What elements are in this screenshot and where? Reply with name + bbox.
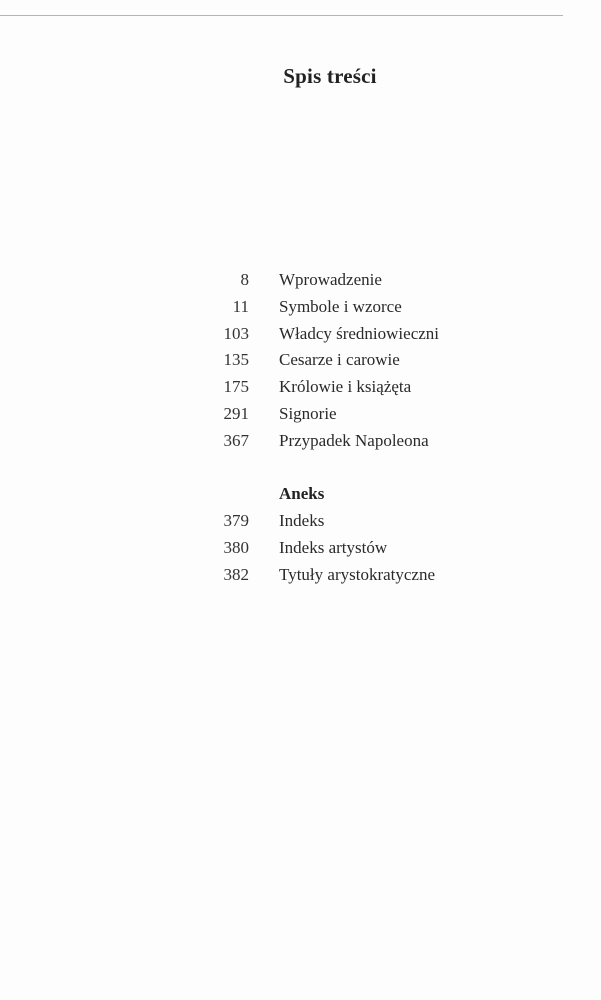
toc-entry-title: Symbole i wzorce	[279, 296, 402, 316]
toc-entry	[0, 294, 601, 321]
appendix-heading	[0, 481, 601, 508]
toc-entry-title: Władcy średniowieczni	[279, 323, 440, 343]
toc-entry-title: Tytuły arystokratyczne	[279, 564, 436, 584]
toc-entry-title: Cesarze i carowie	[279, 350, 400, 370]
toc-entry-title: Królowie i książęta	[279, 377, 412, 397]
toc-entry	[0, 374, 601, 401]
toc-page-number: 135	[223, 350, 249, 370]
toc-entry	[0, 562, 601, 589]
toc-page-number: 291	[223, 403, 249, 423]
toc-entry-title: Indeks artystów	[279, 537, 388, 557]
toc-entry	[0, 401, 601, 428]
toc-entry	[0, 535, 601, 562]
page-title: Spis treści	[283, 64, 377, 88]
toc-entry-title: Przypadek Napoleona	[279, 430, 429, 450]
toc-entry	[0, 347, 601, 374]
toc-entry	[0, 321, 601, 348]
toc-page-number: 367	[223, 430, 249, 450]
toc-page-number: 379	[223, 511, 249, 531]
appendix-heading-label: Aneks	[279, 484, 325, 504]
top-rule	[0, 15, 563, 16]
toc-entry	[0, 428, 601, 455]
toc-entry-title: Indeks	[279, 511, 325, 531]
toc-page-number: 11	[232, 296, 249, 316]
toc-entry-title: Signorie	[279, 403, 337, 423]
table-of-contents	[0, 267, 601, 589]
section-spacer	[0, 455, 601, 482]
toc-page-number: 382	[223, 564, 249, 584]
toc-page-number: 175	[223, 377, 249, 397]
toc-page-number: 380	[223, 537, 249, 557]
toc-entry	[0, 508, 601, 535]
toc-entry	[0, 267, 601, 294]
toc-page-number: 8	[240, 270, 249, 289]
toc-entry-title: Wprowadzenie	[279, 270, 382, 289]
toc-page-number: 103	[223, 323, 249, 343]
